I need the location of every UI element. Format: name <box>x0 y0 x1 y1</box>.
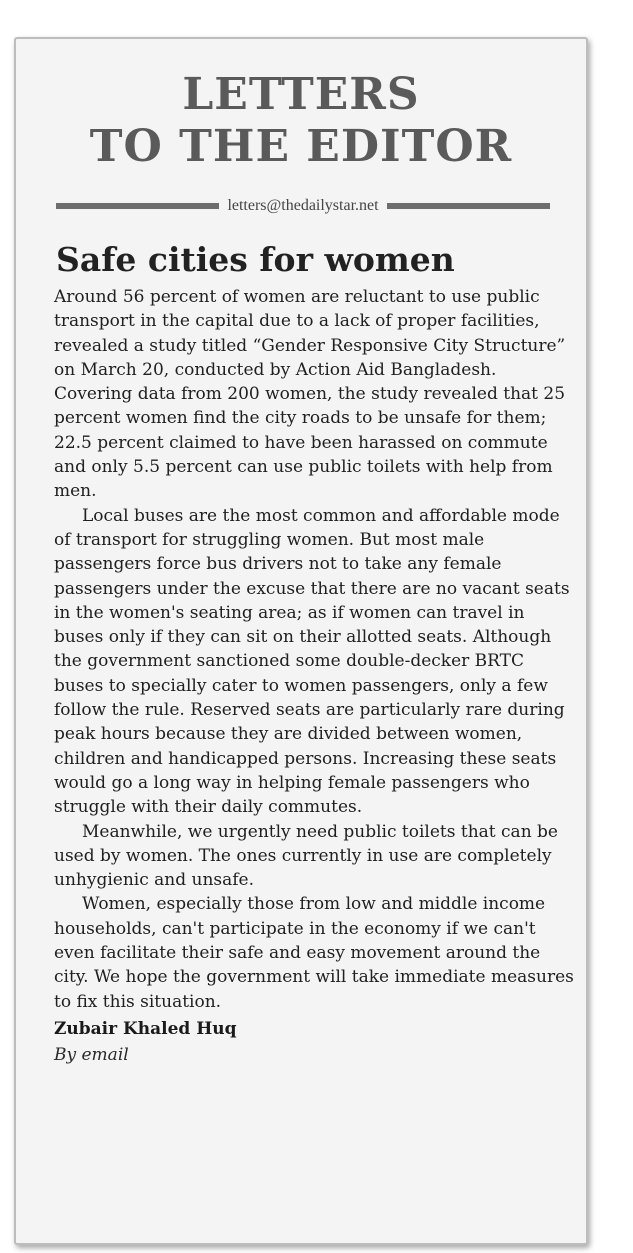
email-rule <box>56 195 550 217</box>
letters-card <box>14 37 588 1245</box>
paragraph-3: Meanwhile, we urgently need public toilets that can be used by women. The ones currently in use are completely unhygienic and unsafe. <box>54 821 558 891</box>
rule-left <box>56 203 219 209</box>
letter-body <box>54 285 574 1014</box>
paragraph-1: Around 56 percent of women are reluctant to use public transport in the capital due to a lack of proper facilities, revealed a study titled “Gender Responsive City Structure” on March 20, conducted by Action Aid Bangladesh. Covering data from 200 women, the study revealed that 25 percent women find the city roads to be unsafe for them; 22.5 percent claimed to have been harassed on commute and only 5.5 percent can use public toilets with help from men. <box>54 287 566 502</box>
header-title-line2: TO THE EDITOR <box>89 121 513 172</box>
header-title-line1: LETTERS <box>182 69 420 120</box>
editor-email: letters@thedailystar.net <box>227 197 379 214</box>
paragraph-4: Women, especially those from low and middle income households, can't participate in the economy if we can't even facilitate their safe and easy movement around the city. We hope the government will take immediate measures to fix this situation. <box>54 894 574 1012</box>
letter-headline: Safe cities for women <box>56 240 455 279</box>
letter-author: Zubair Khaled Huq <box>54 1018 237 1039</box>
section-header <box>16 69 586 173</box>
paragraph-2: Local buses are the most common and affordable mode of transport for struggling women. But most male passengers force bus drivers not to take any female passengers under the excuse that there are no vacant seats in the women's seating area; as if women can travel in buses only if they can sit on their allotted seats. Although the government sanctioned some double-decker BRTC buses to specially cater to women passengers, only a few follow the rule. Reserved seats are particularly rare during peak hours because they are divided between women, children and handicapped persons. Increasing these seats would go a long way in helping female passengers who struggle with their daily commutes. <box>54 505 570 818</box>
letter-article <box>54 239 574 1068</box>
rule-right <box>387 203 550 209</box>
letter-byline: By email <box>54 1044 129 1065</box>
